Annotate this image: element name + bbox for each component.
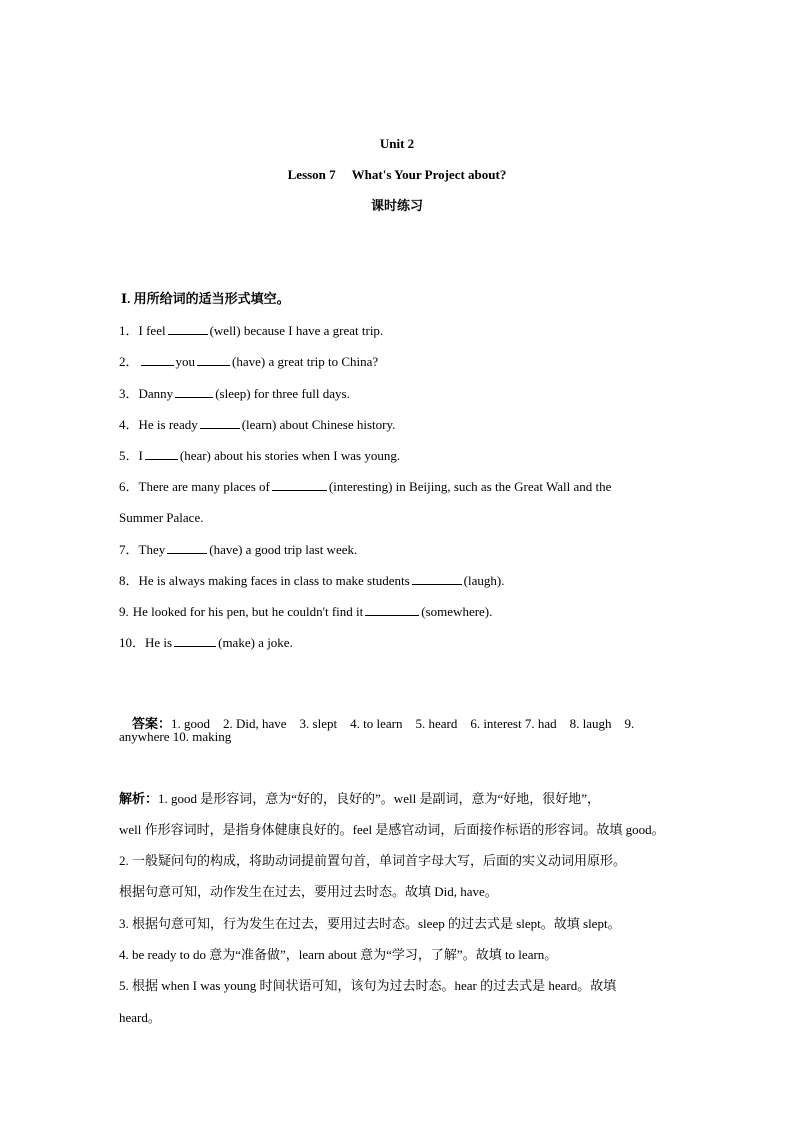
lesson-name: What's Your Project about? — [351, 167, 507, 182]
question-5: 5．I (hear) about his stories when I was young. — [119, 448, 401, 463]
answers-text: 1. good 2. Did, have 3. slept 4. to learn 5. heard 6. interest 7. had 8. laugh 9. — [171, 716, 635, 731]
answer-blank — [175, 385, 213, 398]
answer-blank — [168, 322, 208, 335]
question-8: 8．He is always making faces in class to make students (laugh). — [119, 573, 505, 588]
analysis-line-8: heard。 — [119, 1010, 161, 1025]
analysis-line-4: 根据句意可知，动作发生在过去，要用过去时态。故填 Did, have。 — [119, 884, 498, 899]
answer-blank — [200, 416, 240, 429]
answer-blank — [167, 541, 207, 554]
analysis-line-1: 解析：1. good 是形容词，意为“好的，良好的”。well 是副词，意为“好地，很好地”， — [119, 791, 600, 806]
answer-blank — [272, 478, 327, 491]
answer-blank — [145, 447, 178, 460]
analysis-line-5: 3. 根据句意可知，行为发生在过去，要用过去时态。sleep 的过去式是 slept。故填 slept。 — [119, 916, 621, 931]
analysis-line-3: 2. 一般疑问句的构成，将助动词提前置句首，单词首字母大写，后面的实义动词用原形。 — [119, 853, 627, 868]
answer-blank — [365, 603, 419, 616]
lesson-number: Lesson 7 — [287, 167, 336, 182]
answer-blank — [141, 353, 174, 366]
analysis-line-6: 4. be ready to do 意为“准备做”，learn about 意为“学习，了解”。故填 to learn。 — [119, 947, 558, 962]
answer-blank — [412, 572, 462, 585]
question-7: 7．They (have) a good trip last week. — [119, 542, 358, 557]
question-9: 9. He looked for his pen, but he couldn't find it (somewhere). — [119, 604, 493, 619]
analysis-line-7: 5. 根据 when I was young 时间状语可知，该句为过去时态。hear 的过去式是 heard。故填 — [119, 978, 617, 993]
question-2: 2． you (have) a great trip to China? — [119, 354, 379, 369]
answer-blank — [197, 353, 230, 366]
question-10: 10．He is (make) a joke. — [119, 635, 293, 650]
unit-title: Unit 2 — [379, 136, 415, 151]
answers-line-2: anywhere 10. making — [119, 729, 232, 744]
page-subtitle: 课时练习 — [370, 198, 423, 213]
analysis-line-2: well 作形容词时，是指身体健康良好的。feel 是感官动词，后面接作标语的形容词。故填 good。 — [119, 822, 665, 837]
question-6-continued: Summer Palace. — [119, 510, 204, 525]
question-3: 3．Danny (sleep) for three full days. — [119, 386, 350, 401]
answer-blank — [174, 634, 216, 647]
question-4: 4．He is ready (learn) about Chinese history. — [119, 417, 396, 432]
question-1: 1．I feel (well) because I have a great trip. — [119, 323, 384, 338]
lesson-title — [0, 167, 794, 183]
analysis-label: 解析： — [119, 791, 159, 806]
question-6: 6．There are many places of (interesting) in Beijing, such as the Great Wall and the — [119, 479, 612, 494]
answers-label: 答案： — [132, 716, 172, 731]
section-heading: Ⅰ. 用所给词的适当形式填空。 — [121, 291, 290, 306]
